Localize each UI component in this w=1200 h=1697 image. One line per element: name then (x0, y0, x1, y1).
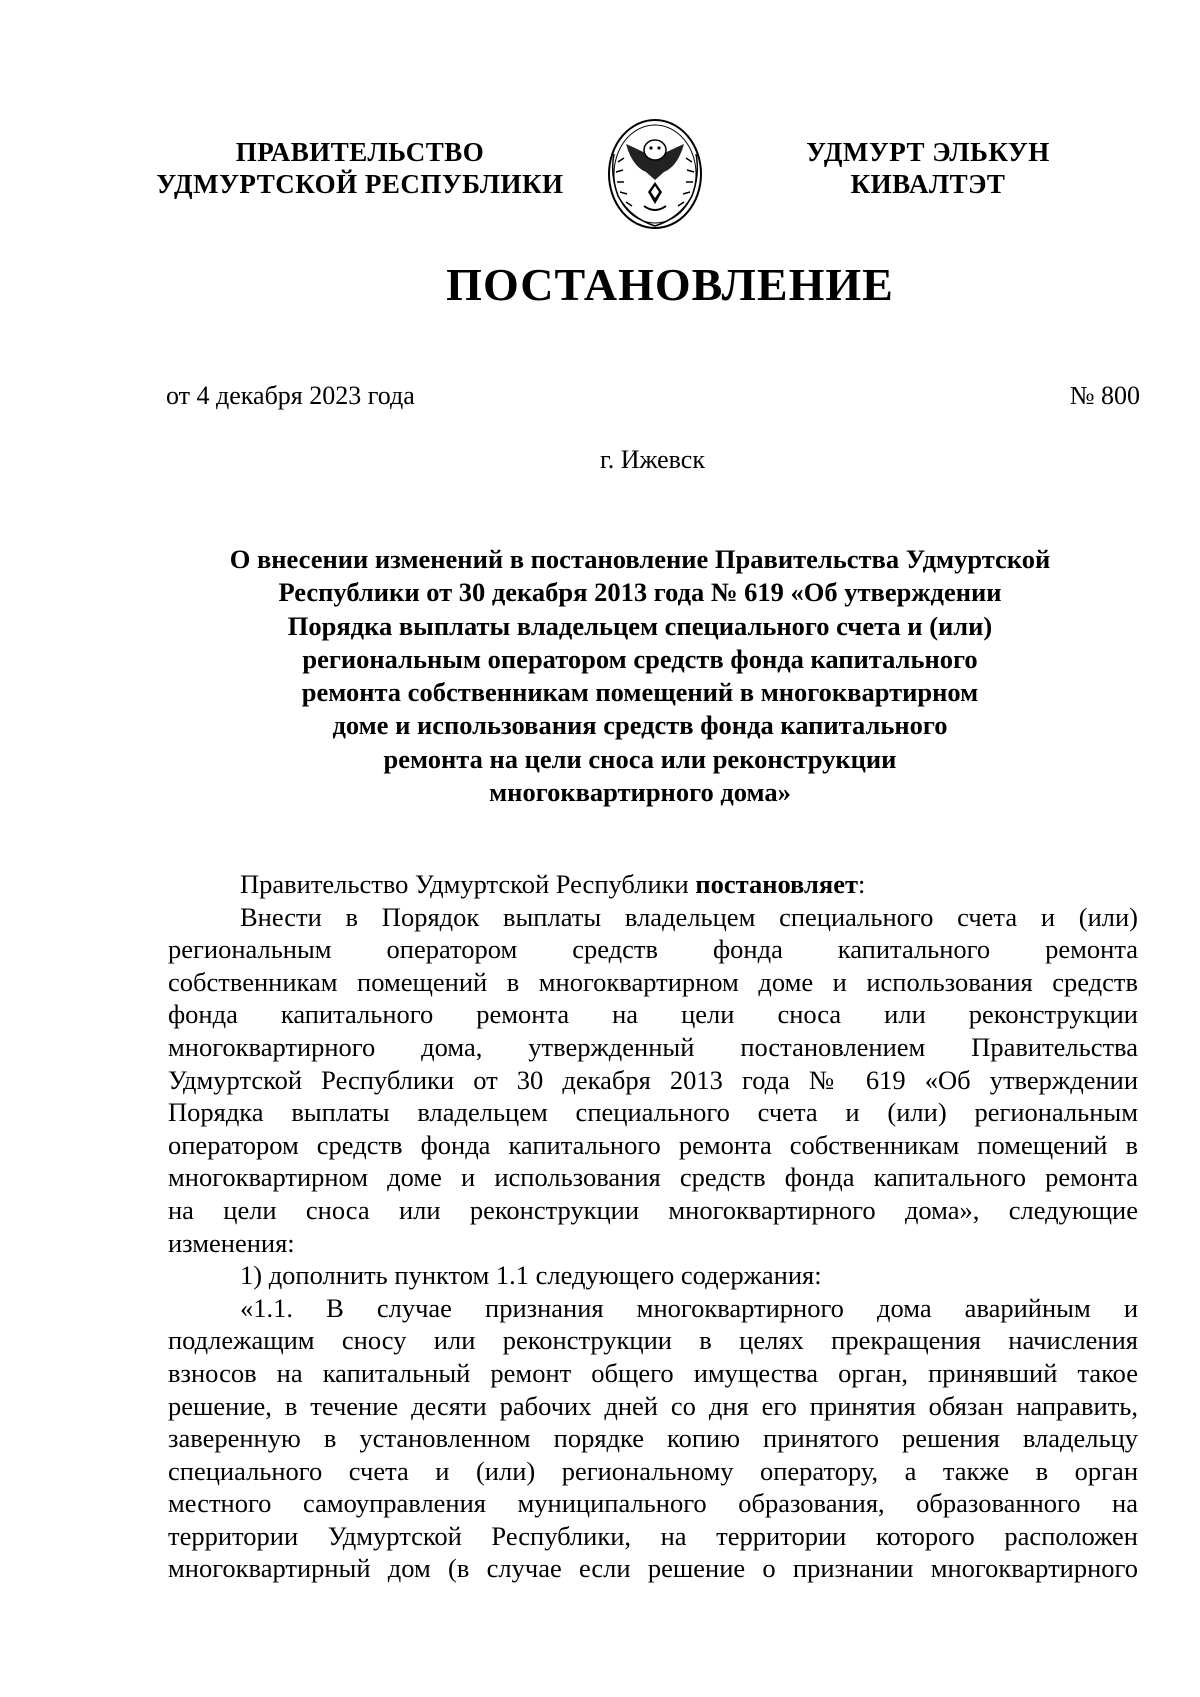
resolution-title (140, 543, 1140, 809)
document-city: г. Ижевск (600, 445, 705, 474)
body-line: взносов на капитальный ремонт общего имущества орган, принявший такое (168, 1357, 1138, 1388)
intro-prefix: Правительство Удмуртской Республики (240, 869, 696, 899)
body-line: собственникам помещений в многоквартирном доме и использования средств (168, 966, 1138, 997)
body-line: 1) дополнить пунктом 1.1 следующего содержания: (240, 1260, 822, 1291)
document-date: от 4 декабря 2023 года (166, 381, 415, 410)
body-line: оператором средств фонда капитального ремонта собственникам помещений в (168, 1129, 1138, 1160)
body-line: Порядка выплаты владельцем специального счета и (или) региональным (168, 1097, 1138, 1128)
intro-bold-keyword: постановляет (695, 869, 859, 899)
title-line: Порядка выплаты владельцем специального счета и (или) (287, 610, 993, 641)
body-line: заверенную в установленном порядке копию принятого решения владельцу (168, 1423, 1138, 1454)
body-line: подлежащим сносу или реконструкции в целях прекращения начисления (168, 1325, 1138, 1356)
title-line: доме и использования средств фонда капитального (332, 710, 948, 741)
body-line: Удмуртской Республики от 30 декабря 2013 года № 619 «Об утверждении (168, 1064, 1138, 1095)
body-line: на цели сноса или реконструкции многоквартирного дома», следующие (168, 1194, 1138, 1225)
title-line: региональным оператором средств фонда капитального (302, 643, 978, 674)
header-right-line1: УДМУРТ ЭЛЬКУН (806, 137, 1050, 167)
document-number: № 800 (1069, 381, 1140, 410)
header-left-line1: ПРАВИТЕЛЬСТВО (235, 137, 485, 167)
intro-suffix: : (858, 869, 866, 899)
header-left-org (140, 136, 580, 200)
title-line: Республики от 30 декабря 2013 года № 619 «Об утверждении (278, 577, 1002, 608)
title-line: ремонта на цели сноса или реконструкции (383, 743, 897, 774)
body-line: «1.1. В случае признания многоквартирного дома аварийным и (240, 1292, 1138, 1323)
title-line: ремонта собственникам помещений в многоквартирном (301, 677, 979, 708)
document-type-title: ПОСТАНОВЛЕНИЕ (446, 259, 894, 310)
coat-of-arms-emblem (600, 114, 710, 234)
header-right-org (778, 136, 1078, 200)
body-line: специального счета и (или) региональному оператору, а также в орган (168, 1455, 1138, 1486)
body-line: фонда капитального ремонта на цели сноса или реконструкции (168, 999, 1138, 1030)
title-line: многоквартирного дома» (489, 777, 791, 808)
body-line: многоквартирном доме и использования средств фонда капитального ремонта (168, 1162, 1138, 1193)
body-intro (168, 868, 1138, 901)
body-line: многоквартирного дома, утвержденный постановлением Правительства (168, 1031, 1138, 1062)
body-line: Внести в Порядок выплаты владельцем специального счета и (или) (240, 901, 1138, 932)
header-left-line2: УДМУРТСКОЙ РЕСПУБЛИКИ (156, 169, 564, 199)
body-line: решение, в течение десяти рабочих дней со дня его принятия обязан направить, (168, 1390, 1138, 1421)
resolution-body (168, 868, 1138, 1585)
header-right-line2: КИВАЛТЭТ (850, 169, 1006, 199)
body-line: многоквартирный дом (в случае если решение о признании многоквартирного (168, 1553, 1138, 1584)
title-line: О внесении изменений в постановление Правительства Удмуртской (229, 544, 1051, 574)
body-line: изменения: (168, 1227, 295, 1258)
body-line: региональным оператором средств фонда капитального ремонта (168, 934, 1138, 965)
body-line: местного самоуправления муниципального образования, образованного на (168, 1488, 1138, 1519)
body-line: территории Удмуртской Республики, на территории которого расположен (168, 1520, 1138, 1551)
